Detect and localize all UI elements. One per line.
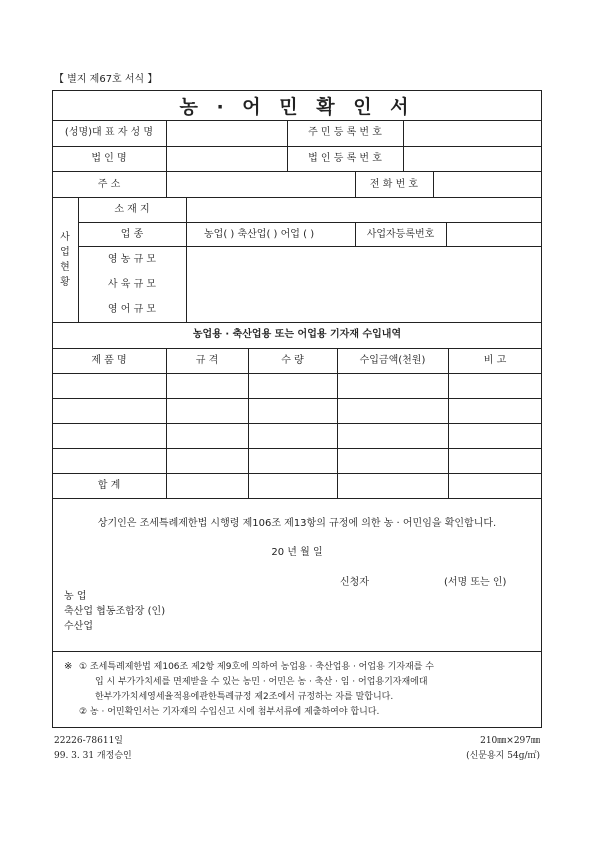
column-quantity: 수 량 <box>281 355 304 366</box>
form-number: 【 별지 제67호 서식 】 <box>54 74 158 85</box>
issuer-line-2: 축산업 협동조합장 (인) <box>64 606 166 617</box>
issuer-line-3: 수산업 <box>64 621 93 632</box>
type-label: 업 종 <box>120 229 144 240</box>
table-row[interactable] <box>53 449 541 473</box>
issuer-line-1: 농 업 <box>64 591 87 602</box>
form-code: 22226-78611일 <box>54 736 123 746</box>
table-row[interactable] <box>53 424 541 448</box>
column-product: 제 품 명 <box>91 355 127 366</box>
resident-no-label: 주 민 등 록 번 호 <box>308 127 382 138</box>
phone-label: 전 화 번 호 <box>369 179 419 190</box>
phone-field[interactable] <box>434 172 541 197</box>
resident-no-field[interactable] <box>404 121 541 146</box>
notes-mark: ※ <box>64 661 73 672</box>
type-options[interactable]: 농업( ) 축산업( ) 어업 ( ) <box>204 229 315 240</box>
certification-statement: 상기인은 조세특례제한법 시행령 제106조 제13항의 규정에 의한 농 · 어민임을 확인합니다. <box>97 518 497 529</box>
biz-reg-label: 사업자등록번호 <box>366 229 435 240</box>
address-label: 주 소 <box>97 179 121 190</box>
fishery-scale-label: 영 어 규 모 <box>107 304 157 315</box>
paper-size: 210㎜×297㎜ <box>480 736 540 746</box>
note-1-line-1: ① 조세특례제한법 제106조 제2항 제9호에 의하여 농업용 · 축산업용 · 어업용 기자재를 수 <box>79 662 434 672</box>
location-field[interactable] <box>187 198 541 222</box>
materials-heading: 농업용 · 축산업용 또는 어업용 기자재 수입내역 <box>192 329 402 340</box>
table-row[interactable] <box>53 374 541 398</box>
rep-name-label: (성명)대 표 자 성 명 <box>64 127 154 138</box>
corp-reg-label: 법 인 등 록 번 호 <box>308 153 382 164</box>
note-2: ② 농 · 어민확인서는 기자재의 수입신고 시에 첨부서류에 제출하여야 합니다. <box>79 707 380 717</box>
business-section-label: 사 업 현 황 <box>60 232 70 288</box>
date-line[interactable]: 20 년 월 일 <box>271 547 323 558</box>
corp-reg-field[interactable] <box>404 147 541 171</box>
column-remarks: 비 고 <box>483 355 507 366</box>
livestock-scale-label: 사 육 규 모 <box>107 279 157 290</box>
corp-name-field[interactable] <box>167 147 287 171</box>
applicant-label: 신청자 <box>340 577 369 588</box>
table-row[interactable] <box>53 399 541 423</box>
paper-type: (신문용지 54g/㎡) <box>466 751 540 761</box>
approval-date: 99. 3. 31 개정승인 <box>54 751 132 761</box>
page-title: 농 · 어 민 확 인 서 <box>179 96 415 118</box>
column-amount: 수입금액(천원) <box>359 355 426 366</box>
note-1-line-2: 입 시 부가가치세를 면제받을 수 있는 농민 · 어민은 농 · 축산 · 임 · 어업용기자재에대 <box>95 677 428 687</box>
signature-hint[interactable]: (서명 또는 인) <box>444 577 507 588</box>
total-label: 합 계 <box>97 480 121 491</box>
address-field[interactable] <box>167 172 355 197</box>
corp-name-label: 법 인 명 <box>91 153 127 164</box>
scale-field[interactable] <box>187 247 541 322</box>
note-1-line-3: 한부가가치세영세율적용에관한특례규정 제2조에서 규정하는 자를 말합니다. <box>95 692 394 702</box>
rep-name-field[interactable] <box>167 121 287 146</box>
location-label: 소 재 지 <box>114 204 150 215</box>
farm-scale-label: 영 농 규 모 <box>107 254 157 265</box>
column-spec: 규 격 <box>195 355 219 366</box>
biz-reg-field[interactable] <box>447 223 541 246</box>
